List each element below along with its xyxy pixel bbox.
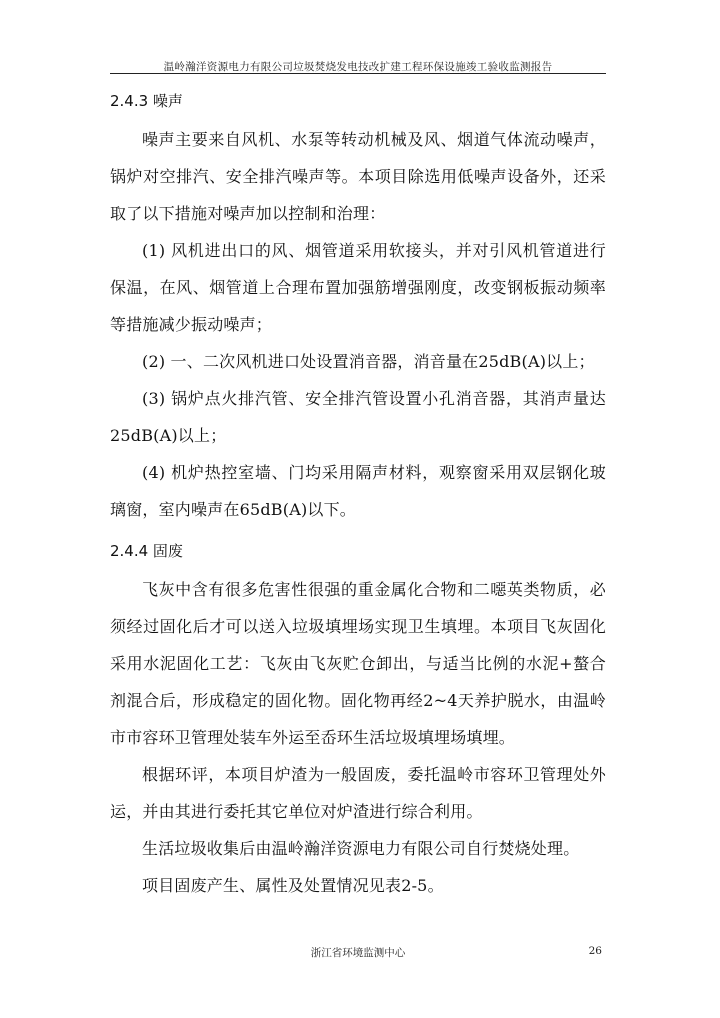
paragraph: 噪声主要来自风机、水泵等转动机械及风、烟道气体流动噪声，锅炉对空排汽、安全排汽噪声等。本项目除选用低噪声设备外，还采取了以下措施对噪声加以控制和治理： xyxy=(110,130,606,223)
section-solid-waste xyxy=(110,540,606,904)
paragraph: (2) 一、二次风机进口处设置消音器，消音量在25dB(A)以上； xyxy=(142,352,595,371)
section-noise xyxy=(110,90,606,528)
page-number: 26 xyxy=(588,945,602,957)
paragraph: (4) 机炉热控室墙、门均采用隔声材料，观察窗采用双层钢化玻璃窗，室内噪声在65dB(A)以下。 xyxy=(110,463,606,519)
page-header: 温岭瀚洋资源电力有限公司垃圾焚烧发电技改扩建工程环保设施竣工验收监测报告 xyxy=(163,61,553,73)
paragraph: 飞灰中含有很多危害性很强的重金属化合物和二噁英类物质，必须经过固化后才可以送入垃圾填埋场实现卫生填埋。本项目飞灰固化采用水泥固化工艺：飞灰由飞灰贮仓卸出，与适当比例的水泥+螯合剂混合后，形成稳定的固化物。固化物再经2~4天养护脱水，由温岭市市容环卫管理处装车外运至岙环生活垃圾填埋场填埋。 xyxy=(110,580,606,747)
section-heading: 2.4.4 固废 xyxy=(110,542,183,560)
document-body xyxy=(110,90,606,904)
paragraph: (1) 风机进出口的风、烟管道采用软接头，并对引风机管道进行保温，在风、烟管道上合理布置加强筋增强刚度，改变钢板振动频率等措施减少振动噪声； xyxy=(110,241,606,334)
paragraph: 生活垃圾收集后由温岭瀚洋资源电力有限公司自行焚烧处理。 xyxy=(142,839,580,858)
header-rule xyxy=(110,73,606,74)
section-heading: 2.4.3 噪声 xyxy=(110,92,183,110)
paragraph: 项目固废产生、属性及处置情况见表2-5。 xyxy=(142,876,444,895)
paragraph: 根据环评，本项目炉渣为一般固废，委托温岭市容环卫管理处外运，并由其进行委托其它单位对炉渣进行综合利用。 xyxy=(110,765,606,821)
paragraph: (3) 锅炉点火排汽管、安全排汽管设置小孔消音器，其消声量达25dB(A)以上； xyxy=(110,389,606,445)
footer-org: 浙江省环境监测中心 xyxy=(310,947,406,959)
